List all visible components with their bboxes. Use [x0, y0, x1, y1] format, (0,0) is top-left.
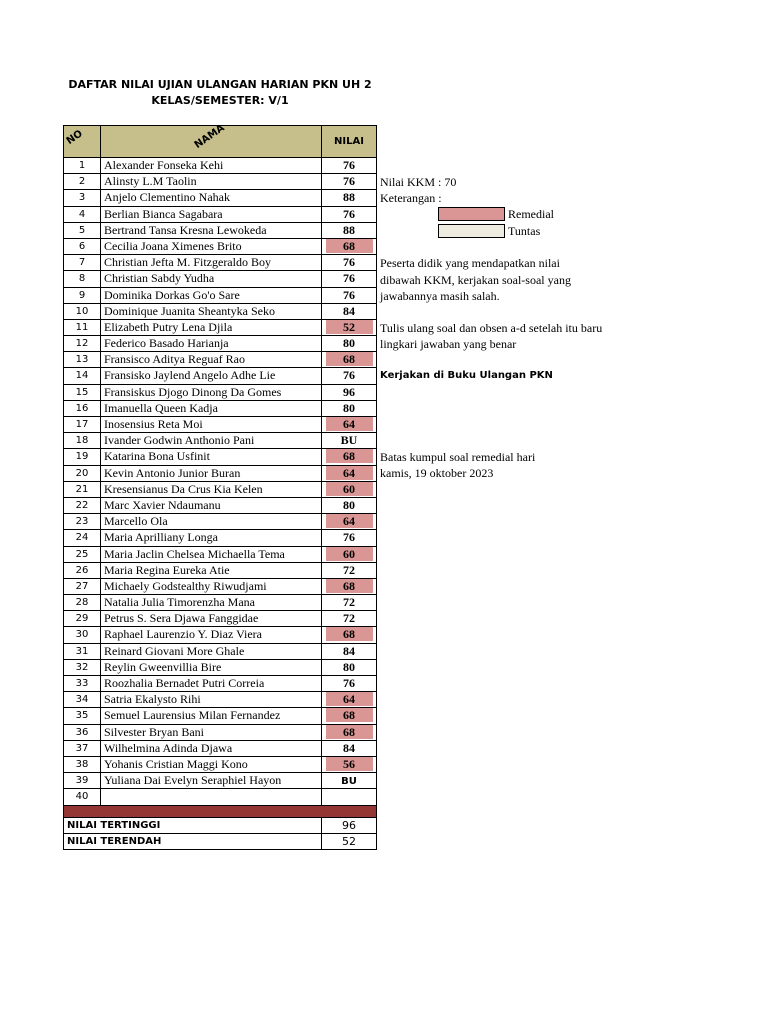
student-name: Bertrand Tansa Kresna Lewokeda [101, 223, 322, 239]
tuntas-legend-label: Tuntas [508, 224, 541, 238]
row-number: 13 [63, 352, 101, 368]
class-semester-title: KELAS/SEMESTER: V/1 [151, 94, 289, 107]
student-name: Kresensianus Da Crus Kia Kelen [101, 482, 322, 498]
row-number: 19 [63, 449, 101, 465]
student-name: Alinsty L.M Taolin [101, 174, 322, 190]
header-nama-label: NAMA [192, 122, 227, 151]
row-number: 20 [63, 466, 101, 482]
score-value: 76 [343, 676, 355, 690]
student-name: Yuliana Dai Evelyn Seraphiel Hayon [101, 773, 322, 789]
table-row [63, 158, 377, 174]
score-value: 68 [326, 352, 373, 366]
row-number: 6 [63, 239, 101, 255]
table-row [63, 579, 377, 595]
student-name: Maria Regina Eureka Atie [101, 563, 322, 579]
student-name: Federico Basado Harianja [101, 336, 322, 352]
score-value: 68 [326, 708, 373, 722]
score-value: 56 [326, 757, 373, 771]
table-row [63, 336, 377, 352]
student-name: Katarina Bona Usfinit [101, 449, 322, 465]
score-value: 52 [326, 320, 373, 334]
score-value: 80 [343, 400, 355, 415]
table-row [63, 789, 377, 805]
score-cell [322, 611, 377, 627]
score-cell [322, 352, 377, 368]
student-name: Michaely Godstealthy Riwudjami [101, 579, 322, 595]
row-number: 3 [63, 190, 101, 206]
row-number: 28 [63, 595, 101, 611]
score-value: 72 [343, 595, 355, 610]
score-cell [322, 482, 377, 498]
student-name: Semuel Laurensius Milan Fernandez [101, 708, 322, 724]
row-number: 25 [63, 547, 101, 563]
table-row [63, 482, 377, 498]
score-value: 96 [343, 384, 355, 399]
score-cell [322, 676, 377, 692]
table-row [63, 773, 377, 789]
row-number: 18 [63, 433, 101, 449]
row-number: 11 [63, 320, 101, 336]
row-number: 37 [63, 741, 101, 757]
score-cell [322, 417, 377, 433]
score-value: 80 [343, 497, 355, 512]
header-nilai-cell [322, 125, 377, 158]
score-cell [322, 207, 377, 223]
student-name: Wilhelmina Adinda Djawa [101, 741, 322, 757]
score-cell [322, 158, 377, 174]
document-title: DAFTAR NILAI UJIAN ULANGAN HARIAN PKN UH 2 [68, 78, 372, 91]
score-value: 80 [343, 336, 355, 351]
deadline-line-2: kamis, 19 oktober 2023 [380, 466, 494, 480]
score-cell [322, 190, 377, 206]
student-name: Dominique Juanita Sheantyka Seko [101, 304, 322, 320]
student-name: Elizabeth Putry Lena Djila [101, 320, 322, 336]
student-name: Natalia Julia Timorenzha Mana [101, 595, 322, 611]
row-number: 31 [63, 644, 101, 660]
row-number: 23 [63, 514, 101, 530]
student-name: Reylin Gweenvillia Bire [101, 660, 322, 676]
score-value: 68 [326, 239, 373, 253]
instruction-line-4: Tulis ulang soal dan obsen a-d setelah itu baru [380, 321, 603, 335]
score-value: 76 [343, 530, 355, 545]
score-cell [322, 595, 377, 611]
lowest-value: 52 [322, 834, 377, 850]
score-cell [322, 627, 377, 643]
score-value: 68 [326, 449, 373, 463]
score-cell [322, 255, 377, 271]
student-name: Raphael Laurenzio Y. Diaz Viera [101, 627, 322, 643]
score-cell [322, 271, 377, 287]
score-value: 76 [343, 206, 355, 221]
score-value: 68 [326, 579, 373, 593]
table-row [63, 692, 377, 708]
table-row [63, 174, 377, 190]
table-row [63, 708, 377, 724]
score-cell [322, 708, 377, 724]
row-number: 9 [63, 288, 101, 304]
score-cell [322, 223, 377, 239]
table-row [63, 563, 377, 579]
row-number: 40 [63, 789, 101, 805]
score-value: 64 [326, 417, 373, 431]
score-value: 72 [343, 562, 355, 577]
table-row [63, 401, 377, 417]
table-row [63, 660, 377, 676]
table-row [63, 288, 377, 304]
score-value: 84 [343, 303, 355, 318]
score-value: 76 [343, 368, 355, 383]
student-name: Anjelo Clementino Nahak [101, 190, 322, 206]
row-number: 12 [63, 336, 101, 352]
deadline-line-1: Batas kumpul soal remedial hari [380, 450, 536, 464]
row-number: 27 [63, 579, 101, 595]
keterangan-label: Keterangan : [380, 191, 442, 205]
score-cell [322, 660, 377, 676]
score-value: 80 [343, 659, 355, 674]
summary-row-highest [63, 818, 377, 834]
score-cell [322, 174, 377, 190]
row-number: 29 [63, 611, 101, 627]
row-number: 8 [63, 271, 101, 287]
student-name: Imanuella Queen Kadja [101, 401, 322, 417]
student-name: Reinard Giovani More Ghale [101, 644, 322, 660]
table-row [63, 385, 377, 401]
score-cell [322, 368, 377, 384]
student-name: Marc Xavier Ndaumanu [101, 498, 322, 514]
table-header [63, 122, 377, 158]
lowest-label: NILAI TERENDAH [63, 834, 322, 850]
score-value: 88 [343, 190, 355, 205]
score-value: 60 [326, 547, 373, 561]
table-row [63, 627, 377, 643]
score-cell [322, 692, 377, 708]
summary-row-lowest [63, 834, 377, 850]
student-name: Fransiskus Djogo Dinong Da Gomes [101, 385, 322, 401]
row-number: 16 [63, 401, 101, 417]
score-value: 68 [326, 725, 373, 739]
instruction-line-3: jawabannya masih salah. [380, 289, 500, 303]
score-value: 76 [343, 271, 355, 286]
instruction-line-2: dibawah KKM, kerjakan soal-soal yang [380, 273, 571, 287]
score-cell [322, 530, 377, 546]
tuntas-swatch [438, 224, 505, 238]
student-name: Marcello Ola [101, 514, 322, 530]
row-number: 38 [63, 757, 101, 773]
score-cell [322, 773, 377, 789]
score-value: 76 [343, 287, 355, 302]
student-name: Satria Ekalysto Rihi [101, 692, 322, 708]
score-cell [322, 725, 377, 741]
score-cell [322, 547, 377, 563]
row-number: 24 [63, 530, 101, 546]
table-row [63, 320, 377, 336]
student-name: Ivander Godwin Anthonio Pani [101, 433, 322, 449]
table-row [63, 239, 377, 255]
score-cell [322, 741, 377, 757]
student-name: Fransisko Jaylend Angelo Adhe Lie [101, 368, 322, 384]
student-name: Roozhalia Bernadet Putri Correia [101, 676, 322, 692]
header-no-label: NO [64, 128, 85, 147]
table-row [63, 433, 377, 449]
student-name: Maria Aprilliany Longa [101, 530, 322, 546]
student-name: Christian Sabdy Yudha [101, 271, 322, 287]
score-cell [322, 579, 377, 595]
table-row [63, 368, 377, 384]
table-row [63, 644, 377, 660]
score-cell [322, 449, 377, 465]
table-body [63, 158, 377, 806]
row-number: 14 [63, 368, 101, 384]
table-row [63, 530, 377, 546]
highest-label: NILAI TERTINGGI [63, 818, 322, 834]
header-no-cell [63, 125, 101, 158]
score-cell [322, 757, 377, 773]
student-name: Petrus S. Sera Djawa Fanggidae [101, 611, 322, 627]
student-name: Fransisco Aditya Reguaf Rao [101, 352, 322, 368]
student-name: Cecilia Joana Ximenes Brito [101, 239, 322, 255]
score-value: 88 [343, 222, 355, 237]
score-value: 72 [343, 611, 355, 626]
student-name: Alexander Fonseka Kehi [101, 158, 322, 174]
table-row [63, 514, 377, 530]
score-cell [322, 563, 377, 579]
score-cell [322, 433, 377, 449]
table-row [63, 449, 377, 465]
grade-table [63, 122, 377, 850]
table-row [63, 255, 377, 271]
table-row [63, 223, 377, 239]
row-number: 35 [63, 708, 101, 724]
row-number: 1 [63, 158, 101, 174]
table-row [63, 207, 377, 223]
score-value [326, 789, 373, 803]
table-row [63, 466, 377, 482]
table-row [63, 611, 377, 627]
score-cell [322, 320, 377, 336]
remedial-legend-label: Remedial [508, 207, 554, 221]
table-row [63, 417, 377, 433]
row-number: 36 [63, 725, 101, 741]
score-cell [322, 385, 377, 401]
score-cell [322, 498, 377, 514]
score-value: 76 [343, 255, 355, 270]
header-nilai-label: NILAI [334, 136, 364, 147]
score-value: 64 [326, 514, 373, 528]
score-value: BU [340, 433, 358, 448]
table-row [63, 352, 377, 368]
row-number: 30 [63, 627, 101, 643]
score-value: 68 [326, 627, 373, 641]
row-number: 10 [63, 304, 101, 320]
table-row [63, 676, 377, 692]
student-name: Berlian Bianca Sagabara [101, 207, 322, 223]
instruction-line-5: lingkari jawaban yang benar [380, 337, 517, 351]
student-name: Inosensius Reta Moi [101, 417, 322, 433]
row-number: 5 [63, 223, 101, 239]
score-value: 60 [326, 482, 373, 496]
student-name: Christian Jefta M. Fitzgeraldo Boy [101, 255, 322, 271]
score-cell [322, 466, 377, 482]
score-cell [322, 239, 377, 255]
student-name: Maria Jaclin Chelsea Michaella Tema [101, 547, 322, 563]
row-number: 26 [63, 563, 101, 579]
separator-band [63, 806, 377, 818]
score-cell [322, 336, 377, 352]
remedial-swatch [438, 207, 505, 221]
score-cell [322, 514, 377, 530]
table-row [63, 498, 377, 514]
score-cell [322, 304, 377, 320]
score-value: BU [341, 776, 357, 788]
table-row [63, 595, 377, 611]
score-cell [322, 644, 377, 660]
highest-value: 96 [322, 818, 377, 834]
row-number: 22 [63, 498, 101, 514]
table-row [63, 547, 377, 563]
student-name: Silvester Bryan Bani [101, 725, 322, 741]
score-value: 64 [326, 466, 373, 480]
score-cell [322, 288, 377, 304]
score-value: 84 [343, 740, 355, 755]
row-number: 21 [63, 482, 101, 498]
table-row [63, 741, 377, 757]
header-nama-cell [101, 122, 322, 158]
row-number: 39 [63, 773, 101, 789]
row-number: 4 [63, 207, 101, 223]
row-number: 15 [63, 385, 101, 401]
score-value: 84 [343, 643, 355, 658]
row-number: 32 [63, 660, 101, 676]
score-value: 76 [343, 174, 355, 189]
student-name: Dominika Dorkas Go'o Sare [101, 288, 322, 304]
score-value: 76 [343, 158, 355, 172]
row-number: 7 [63, 255, 101, 271]
row-number: 34 [63, 692, 101, 708]
student-name [101, 789, 322, 805]
bold-instruction: Kerjakan di Buku Ulangan PKN [380, 370, 553, 381]
table-row [63, 757, 377, 773]
instruction-line-1: Peserta didik yang mendapatkan nilai [380, 256, 560, 270]
row-number: 17 [63, 417, 101, 433]
row-number: 33 [63, 676, 101, 692]
student-name: Yohanis Cristian Maggi Kono [101, 757, 322, 773]
table-row [63, 271, 377, 287]
row-number: 2 [63, 174, 101, 190]
kkm-note: Nilai KKM : 70 [380, 175, 457, 189]
student-name: Kevin Antonio Junior Buran [101, 466, 322, 482]
table-row [63, 725, 377, 741]
score-cell [322, 789, 377, 805]
table-row [63, 190, 377, 206]
table-row [63, 304, 377, 320]
score-value: 64 [326, 692, 373, 706]
score-cell [322, 401, 377, 417]
